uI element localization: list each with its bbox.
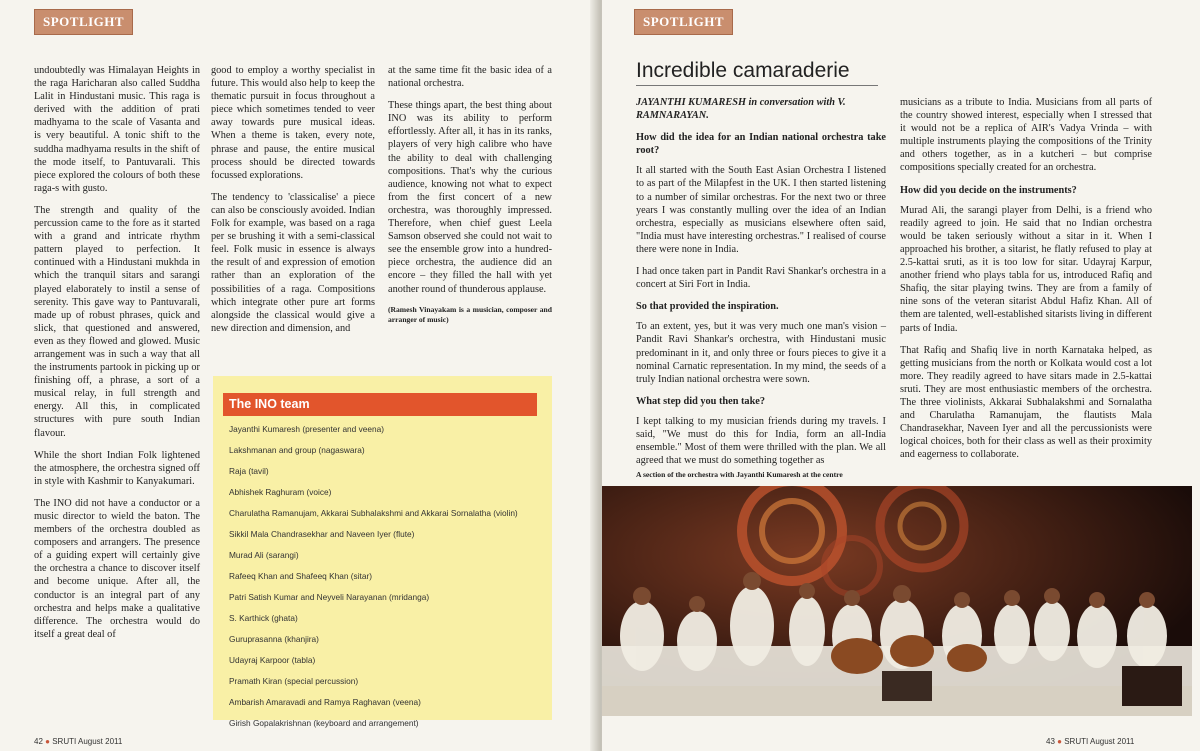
page-left [0,0,598,751]
spotlight-label-right: SPOTLIGHT [634,9,733,35]
orchestra-photo [602,486,1192,716]
left-column-2 [211,64,375,344]
spotlight-label-left: SPOTLIGHT [34,9,133,35]
page-right [602,0,1200,751]
footer-right [1046,737,1134,746]
bullet-icon: ● [1057,737,1062,746]
author-credit: (Ramesh Vinayakam is a musician, composer and arranger of music) [388,304,552,324]
ino-member: Charulatha Ramanujam, Akkarai Subhalakshmi and Akkarai Sornalatha (violin) [229,508,518,518]
ino-member: Lakshmanan and group (nagaswara) [229,445,365,455]
paragraph: at the same time fit the basic idea of a national orchestra. [388,65,552,90]
ino-team-list [229,424,544,739]
ino-team-box [213,376,552,728]
footer-left [34,737,122,746]
interview-answer: It all started with the South East Asian Orchestra I listened to as part of the Milapfest in the UK. I then started listening to a number of similar orchestras. For the next two or three years I was constantly mulling over the idea of an Indian orchestra, especially as musicians elsewhere often said, "India must have interesting orchestras." I realised of course there were none in India. [636,165,886,255]
photo-caption: A section of the orchestra with Jayanthi Kumaresh at the centre [636,470,843,479]
ino-member: Girish Gopalakrishnan (keyboard and arrangement) [229,718,419,728]
ino-team-title: The INO team [223,393,537,416]
ino-member: Raja (tavil) [229,466,269,476]
interview-answer: That Rafiq and Shafiq live in north Karnataka helped, as getting musicians from the north or Kolkata would cost a lot more. They readily agreed to have sitars made in 2.5-kattai sruti. They are most enthusiastic members of the orchestra. The three violinists, Akkarai Subhalakshmi and Sornalatha and Charulatha Ramanujam, the flautists Mala Chandrasekhar, Naveen Iyer and all the percussionists were logical choices, both for their class as well as their proximity and eagerness to collaborate. [900,344,1152,461]
article-title: Incredible camaraderie [636,59,850,82]
ino-member: Ambarish Amaravadi and Ramya Raghavan (veena) [229,697,421,707]
title-rule [636,85,878,86]
paragraph: The INO did not have a conductor or a music director to wield the baton. The members of the orchestra doubled as composers and arrangers. The presence of a guiding expert will certainly give the orchestra a chance to discover itself and become unique. After all, the conductor is an integral part of any orchestra and helps make a qualitative difference. The orchestra would do itself a great deal of [34,497,200,640]
interview-answer: I had once taken part in Pandit Ravi Shankar's orchestra in a concert at Siri Fort in India. [636,266,886,291]
ino-member: Patri Satish Kumar and Neyveli Narayanan (mridanga) [229,592,430,602]
ino-member: Rafeeq Khan and Shafeeq Khan (sitar) [229,571,372,581]
page-number: 42 [34,737,43,746]
interview-question: So that provided the inspiration. [636,301,779,313]
ino-member: S. Karthick (ghata) [229,613,298,623]
right-column-1 [636,96,886,476]
page-number: 43 [1046,737,1055,746]
bullet-icon: ● [45,737,50,746]
interview-answer: To an extent, yes, but it was very much one man's vision – Pandit Ravi Shankar's orchestra, with Hindustani music predominant in it, and only three or fours pieces to give it a nominal Carnatic representation. In my mind, the seeds of a truly Indian national orchestra were sown. [636,321,886,385]
paragraph: The strength and quality of the percussion came to the fore as it started with a grand and intricate rhythm pattern played to perfection. It continued with a Hindustani mukhda in which the tranquil sitars and sarangi played elaborately to instil a sense of serenity. This gave way to Pantuvarali, made up of robust phrases, quick and slick, that questioned and answered, even as they flowed and glowed. Music arrangement was in such a way that all the instruments partook in picking up or finishing off, a phrase, a sort of a musical relay, in full strength and energy. All this, in complicated structures with pure south Indian flavour. [34,204,200,439]
byline: JAYANTHI KUMARESH in conversation with V. RAMNARAYAN. [636,97,846,122]
ino-member: Abhishek Raghuram (voice) [229,487,332,497]
left-column-1 [34,64,200,650]
ino-member: Guruprasanna (khanjira) [229,634,319,644]
right-column-2 [900,96,1152,470]
paragraph: These things apart, the best thing about INO was its ability to perform effortlessly. After all, it has in its ranks, players of very high calibre who have the ability to deal with challenging compositions. That's why the curious audience, knowing not what to expect from the first concert of a new orchestra, was thoroughly impressed. Therefore, when chief guest Leela Samson observed she could not wait to see the ensemble grow into a hundred-piece orchestra, the audience did an encore – they filled the hall with yet another round of thunderous applause. [388,100,552,295]
ino-member: Murad Ali (sarangi) [229,550,299,560]
paragraph: good to employ a worthy specialist in future. This would also help to keep the thematic pursuit in focus throughout a piece which sometimes tended to veer away towards pure musical ideas. When a theme is taken, every note, phrase and pause, the entire musical process should be directed towards focussed explorations. [211,65,375,181]
interview-question: How did you decide on the instruments? [900,184,1077,196]
interview-answer: musicians as a tribute to India. Musicians from all parts of the country showed interest, especially when I stressed that it would not be a replica of AIR's Vadya Vrinda – with multiple instruments playing the compositions of the Trinity and others together, as in a kutcheri – but comprise compositions specially created for an orchestra. [900,97,1152,174]
interview-answer: Murad Ali, the sarangi player from Delhi, is a friend who readily agreed to join. He said that no Indian orchestra would be taken seriously without a sitar in it. When I approached his brother, a sitarist, he flatly refused to play at 2.5-kattai sruti, as it is too low for sitar. Udayraj Karpur, another friend who plays tabla for us, introduced Rafiq and Shafiq, the sitar playing twins. They are from a family of nine sons of the veteran sitarist Abdul Hafiz Khan. All of them are talented, well-established sitarists living in different parts of India. [900,204,1153,334]
paragraph: While the short Indian Folk lightened the atmosphere, the orchestra signed off in style with Kashmir to Kanyakumari. [34,449,200,487]
publication: SRUTI August 2011 [1064,737,1135,746]
interview-answer: I kept talking to my musician friends during my travels. I said, "We must do this for India, form an all-India ensemble." Most of them were thrilled with the plan. We all agreed that we must do something together as [636,415,886,467]
publication: SRUTI August 2011 [52,737,123,746]
ino-member: Udayraj Karpoor (tabla) [229,655,316,665]
paragraph: undoubtedly was Himalayan Heights in the raga Haricharan also called Suddha Lalit in Hindustani music. This raga is derived with the addition of prati madhyama to the scale of Vasanta and is very beautiful. A tonic shift to the suddha madhyama results in the shift of the mode itself, to Pantuvarali. This piece explored the colours of both these raga-s with gusto. [34,65,200,194]
ino-member: Sikkil Mala Chandrasekhar and Naveen Iyer (flute) [229,529,415,539]
left-column-3 [388,64,552,334]
paragraph: The tendency to 'classicalise' a piece can also be consciously avoided. Indian Folk for example, was based on a raga per se brushing it with a semi-classical feel. Folk music in essence is always the result of and expression of emotion rather than an exploration of the possibilities of a raga. Compositions which integrate other pure art forms alongside the classical would give a new direction and dimension, and [211,191,375,334]
ino-member: Jayanthi Kumaresh (presenter and veena) [229,424,384,434]
interview-question: How did the idea for an Indian national orchestra take root? [636,132,886,157]
ino-member: Pramath Kiran (special percussion) [229,676,359,686]
orchestra-photo-illustration [602,486,1192,716]
interview-question: What step did you then take? [636,395,766,407]
